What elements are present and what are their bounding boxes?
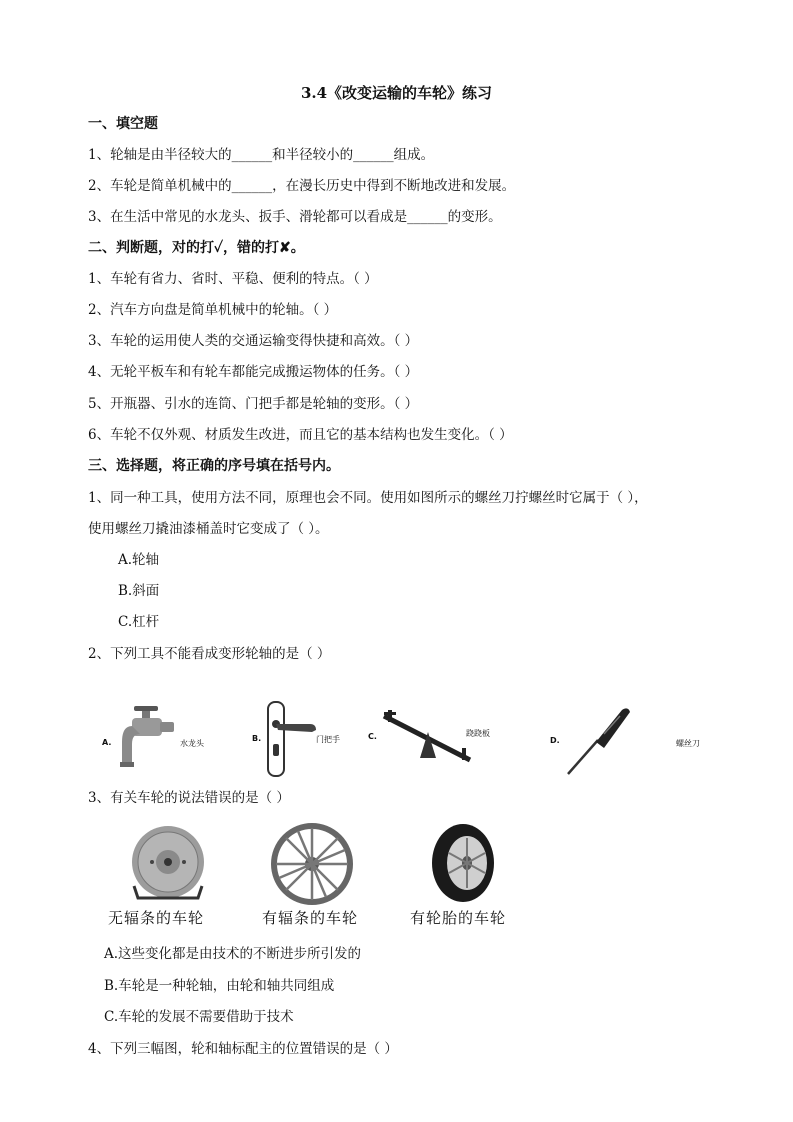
choice-heading: 三、选择题，将正确的序号填在括号内。 bbox=[88, 458, 340, 474]
judge-item-2: 2、汽车方向盘是简单机械中的轮轴。（ ） bbox=[88, 302, 338, 318]
q3-text: 3、有关车轮的说法错误的是（ ） bbox=[88, 790, 290, 806]
fill-heading: 一、填空题 bbox=[88, 116, 158, 132]
fill-item-1: 1、轮轴是由半径较大的______和半径较小的______组成。 bbox=[88, 147, 435, 163]
judge-item-3: 3、车轮的运用使人类的交通运输变得快捷和高效。（ ） bbox=[88, 333, 419, 349]
seesaw-icon bbox=[380, 708, 476, 768]
tool-b-name: 门把手 bbox=[316, 735, 340, 744]
q1-line2: 使用螺丝刀撬油漆桶盖时它变成了（ ）。 bbox=[88, 521, 329, 537]
page-title: 3.4《改变运输的车轮》练习 bbox=[300, 84, 493, 102]
wheel-caption-3: 有轮胎的车轮 bbox=[410, 909, 507, 927]
q2-tools-figure bbox=[100, 700, 700, 780]
door-handle-icon bbox=[264, 700, 320, 778]
spoked-wheel-icon bbox=[270, 822, 354, 906]
q3-option-a: A.这些变化都是由技术的不断进步所引发的 bbox=[104, 946, 362, 962]
tool-a-name: 水龙头 bbox=[180, 739, 204, 748]
judge-item-5: 5、开瓶器、引水的连筒、门把手都是轮轴的变形。（ ） bbox=[88, 396, 419, 412]
wheel-caption-1: 无辐条的车轮 bbox=[108, 909, 205, 927]
tool-d-name: 螺丝刀 bbox=[676, 739, 700, 748]
fill-item-2: 2、车轮是简单机械中的______，在漫长历史中得到不断地改进和发展。 bbox=[88, 178, 516, 194]
solid-wheel-icon bbox=[124, 826, 212, 902]
q1-line1: 1、同一种工具，使用方法不同，原理也会不同。使用如图所示的螺丝刀拧螺丝时它属于（ ）， bbox=[88, 490, 648, 506]
judge-heading: 二、判断题，对的打✓，错的打✘。 bbox=[88, 240, 305, 256]
q3-option-b: B.车轮是一种轮轴，由轮和轴共同组成 bbox=[104, 978, 335, 994]
wheel-caption-2: 有辐条的车轮 bbox=[262, 909, 359, 927]
q1-option-c: C.杠杆 bbox=[118, 614, 160, 630]
judge-item-6: 6、车轮不仅外观、材质发生改进，而且它的基本结构也发生变化。（ ） bbox=[88, 427, 513, 443]
tool-a-letter: A. bbox=[102, 738, 112, 747]
q1-option-b: B.斜面 bbox=[118, 583, 160, 599]
judge-item-4: 4、无轮平板车和有轮车都能完成搬运物体的任务。（ ） bbox=[88, 364, 419, 380]
screwdriver-icon bbox=[564, 704, 634, 776]
q1-option-a: A.轮轴 bbox=[118, 552, 160, 568]
faucet-icon bbox=[118, 704, 178, 778]
fill-item-3: 3、在生活中常见的水龙头、扳手、滑轮都可以看成是______的变形。 bbox=[88, 209, 502, 225]
q4-text: 4、下列三幅图，轮和轴标配主的位置错误的是（ ） bbox=[88, 1041, 398, 1057]
tool-c-letter: C. bbox=[368, 732, 377, 741]
judge-item-1: 1、车轮有省力、省时、平稳、便利的特点。（ ） bbox=[88, 271, 378, 287]
tire-wheel-icon bbox=[430, 822, 496, 904]
tool-d-letter: D. bbox=[550, 736, 560, 745]
q2-text: 2、下列工具不能看成变形轮轴的是（ ） bbox=[88, 646, 331, 662]
q3-option-c: C.车轮的发展不需要借助于技术 bbox=[104, 1009, 294, 1025]
tool-b-letter: B. bbox=[252, 734, 262, 743]
tool-c-name: 跷跷板 bbox=[466, 729, 490, 738]
